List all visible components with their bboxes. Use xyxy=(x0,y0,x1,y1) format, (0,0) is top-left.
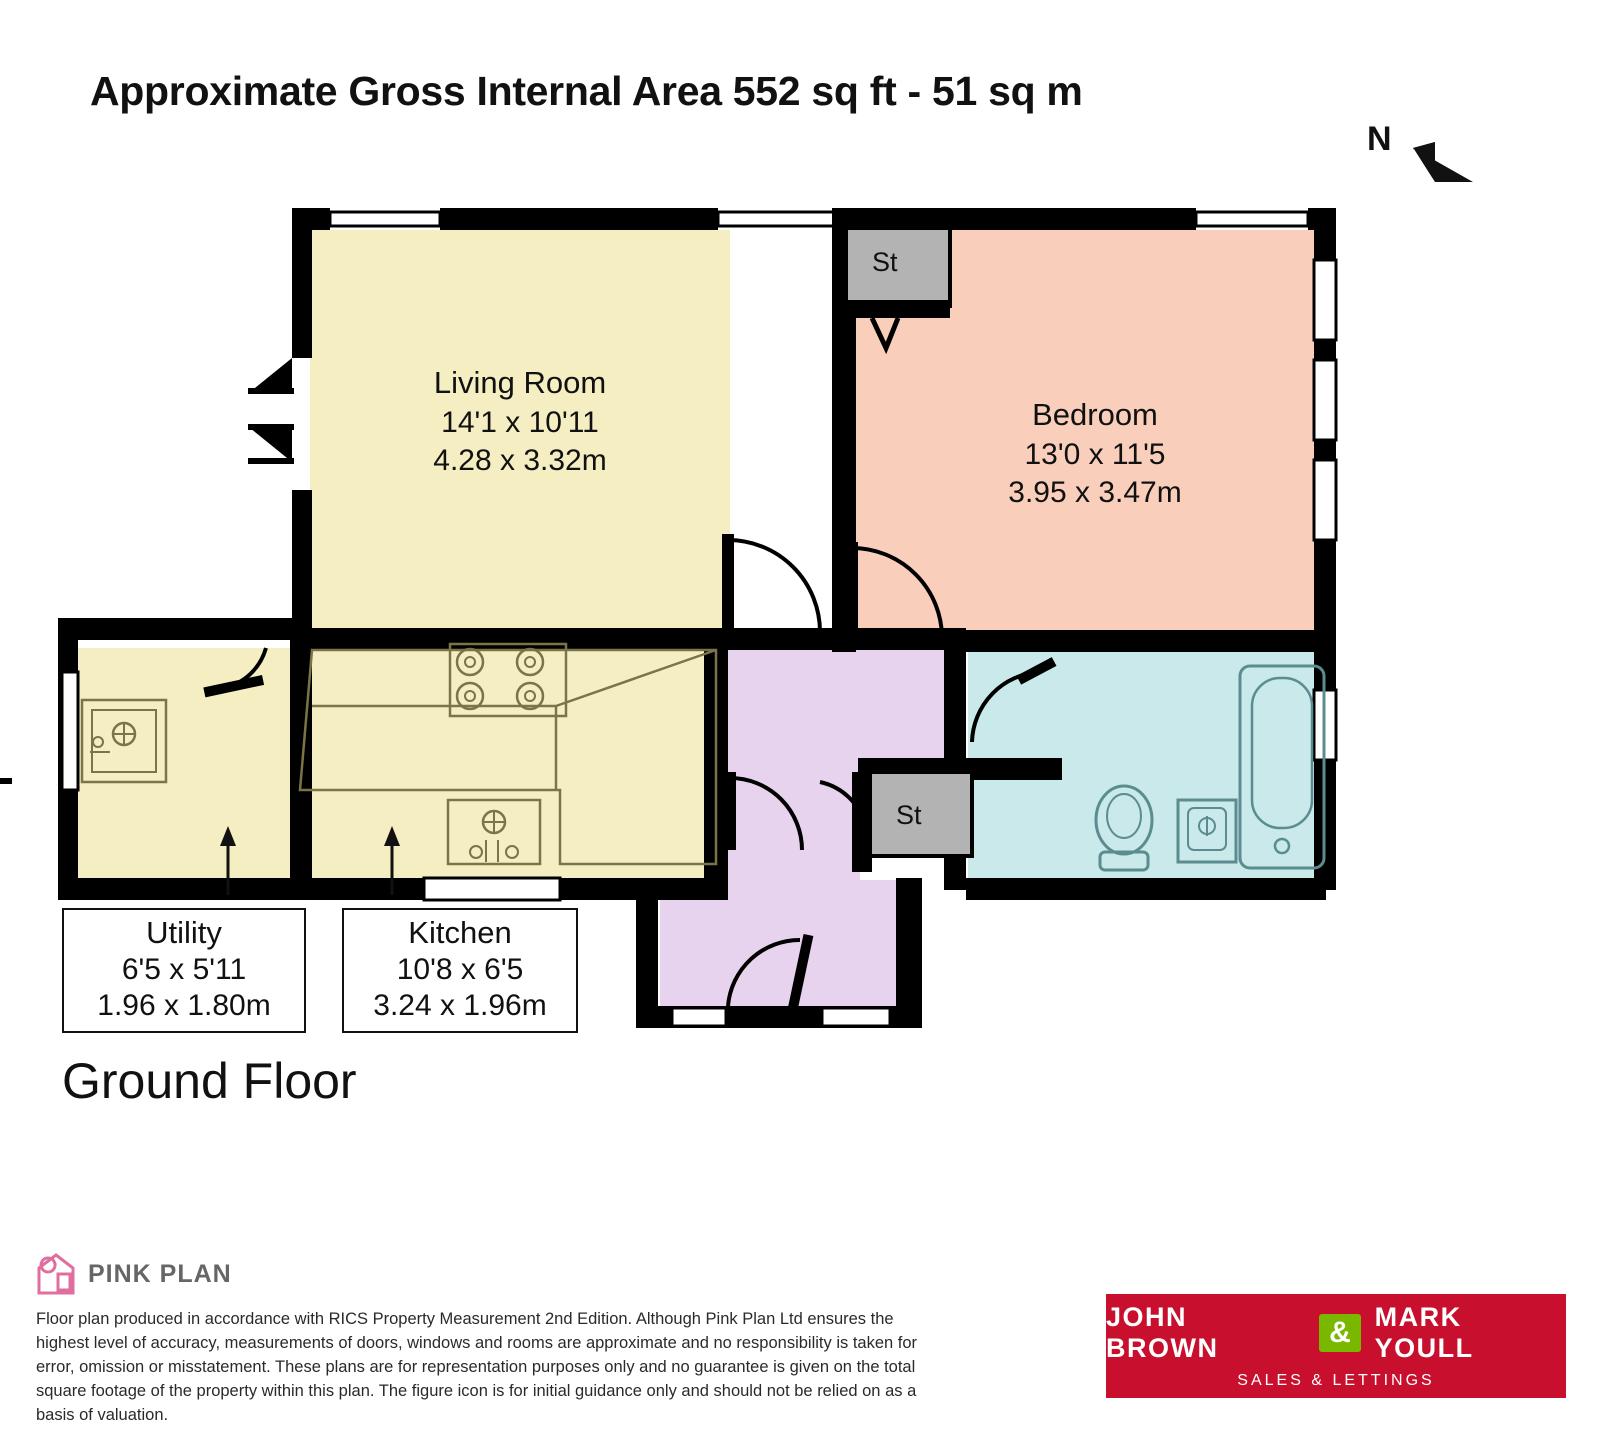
living-room-label: Living Room 14'1 x 10'11 4.28 x 3.32m xyxy=(433,365,607,477)
utility-area xyxy=(78,648,300,880)
agent-logo-names xyxy=(1106,1302,1566,1364)
agent-ampersand: & xyxy=(1319,1314,1360,1352)
disclaimer-text: Floor plan produced in accordance with RICS Property Measurement 2nd Edition. Although Pink Plan Ltd ensures the highest level of accuracy, measurements of doors, windows and rooms are approximate and no responsibility is taken for error, omission or misstatement. These plans are for representation purposes only and no guarantee is given on the total square footage of the property within this plan. The figure icon is for initial guidance only and should not be relied on as a basis of valuation. xyxy=(36,1310,918,1424)
page-title: Approximate Gross Internal Area 552 sq ft - 51 sq m xyxy=(90,68,1083,114)
pink-plan-house-icon xyxy=(36,1252,76,1296)
storage-top-box xyxy=(846,228,950,306)
agent-logo xyxy=(1106,1294,1566,1398)
floor-name: Ground Floor xyxy=(62,1053,357,1109)
pink-plan-branding xyxy=(36,1252,232,1296)
kitchen-label: Kitchen 10'8 x 6'5 3.24 x 1.96m xyxy=(342,908,578,1033)
pink-plan-text: PINK PLAN xyxy=(88,1259,232,1288)
agent-tagline: SALES & LETTINGS xyxy=(1237,1372,1435,1389)
agent-name-right: MARK YOULL xyxy=(1374,1302,1474,1363)
north-letter: N xyxy=(1367,120,1392,158)
storage-top-label: St xyxy=(872,247,898,277)
bedroom-label: Bedroom 13'0 x 11'5 3.95 x 3.47m xyxy=(1008,397,1182,509)
storage-mid-label: St xyxy=(896,800,922,830)
kitchen-area xyxy=(312,648,724,880)
agent-name-left: JOHN BROWN xyxy=(1106,1302,1219,1363)
utility-label: Utility 6'5 x 5'11 1.96 x 1.80m xyxy=(62,908,306,1033)
